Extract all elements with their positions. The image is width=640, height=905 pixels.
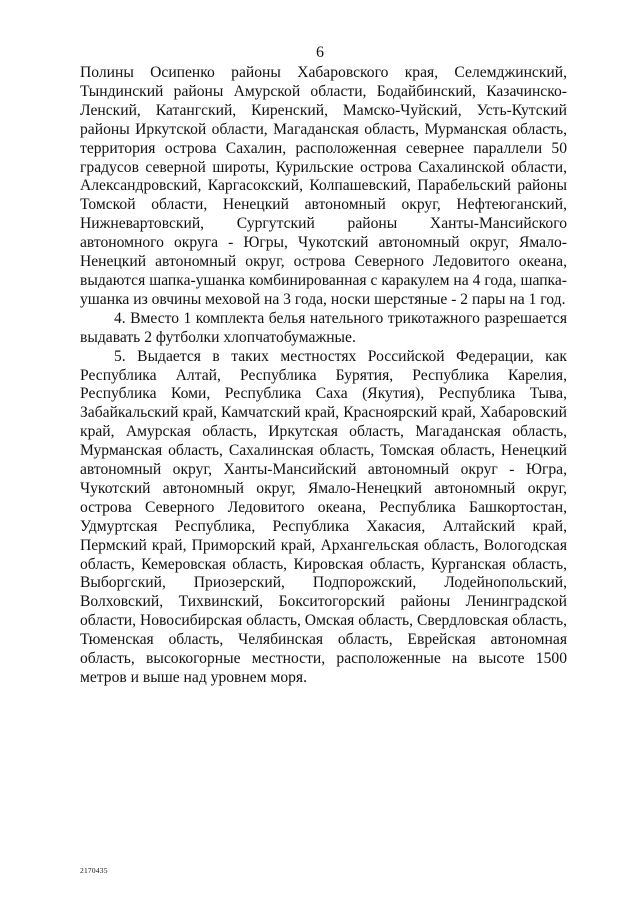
page-number: 6 [316, 44, 324, 61]
paragraph-continuation: Полины Осипенко районы Хабаровского края, Селемджинский, Тындинский районы Амурской области, Бодайбинский, Казачинско-Ленский, Катангский, Киренский, Мамско-Чуйский, Усть-Кутский районы Иркутской области, Магаданская область, Мурманская область, территория острова Сахалин, расположенная севернее параллели 50 градусов северной широты, Курильские острова Сахалинской области, Александровский, Каргасокский, Колпашевский, Парабельский районы Томской области, Ненецкий автономный округ, Нефтеюганский, Нижневартовский, Сургутский районы Ханты-Мансийского автономного округа - Югры, Чукотский автономный округ, Ямало-Ненецкий автономный округ, острова Северного Ледовитого океана, выдаются шапка-ушанка комбинированная с каракулем на 4 года, шапка-ушанка из овчины меховой на 3 года, носки шерстяные - 2 пары на 1 год. [80, 64, 567, 308]
paragraph-item-5: 5. Выдается в таких местностях Российской Федерации, как Республика Алтай, Республика Бурятия, Республика Карелия, Республика Коми, Республика Саха (Якутия), Республика Тыва, Забайкальский край, Камчатский край, Красноярский край, Хабаровский край, Амурская область, Иркутская область, Магаданская область, Мурманская область, Сахалинская область, Томская область, Ненецкий автономный округ, Ханты-Мансийский автономный округ - Югра, Чукотский автономный округ, Ямало-Ненецкий автономный округ, острова Северного Ледовитого океана, Республика Башкортостан, Удмуртская Республика, Республика Хакасия, Алтайский край, Пермский край, Приморский край, Архангельская область, Вологодская область, Кемеровская область, Кировская область, Курганская область, Выборгский, Приозерский, Подпорожский, Лодейнопольский, Волховский, Тихвинский, Бокситогорский районы Ленинградской области, Новосибирская область, Омская область, Свердловская область, Тюменская область, Челябинская область, Еврейская автономная область, высокогорные местности, расположенные на высоте 1500 метров и выше над уровнем моря. [80, 347, 567, 686]
paragraph-item-4: 4. Вместо 1 комплекта белья нательного трикотажного разрешается выдавать 2 футболки хлопчатобумажные. [80, 309, 567, 346]
document-code: 2170435 [80, 866, 108, 875]
document-body [80, 64, 567, 688]
